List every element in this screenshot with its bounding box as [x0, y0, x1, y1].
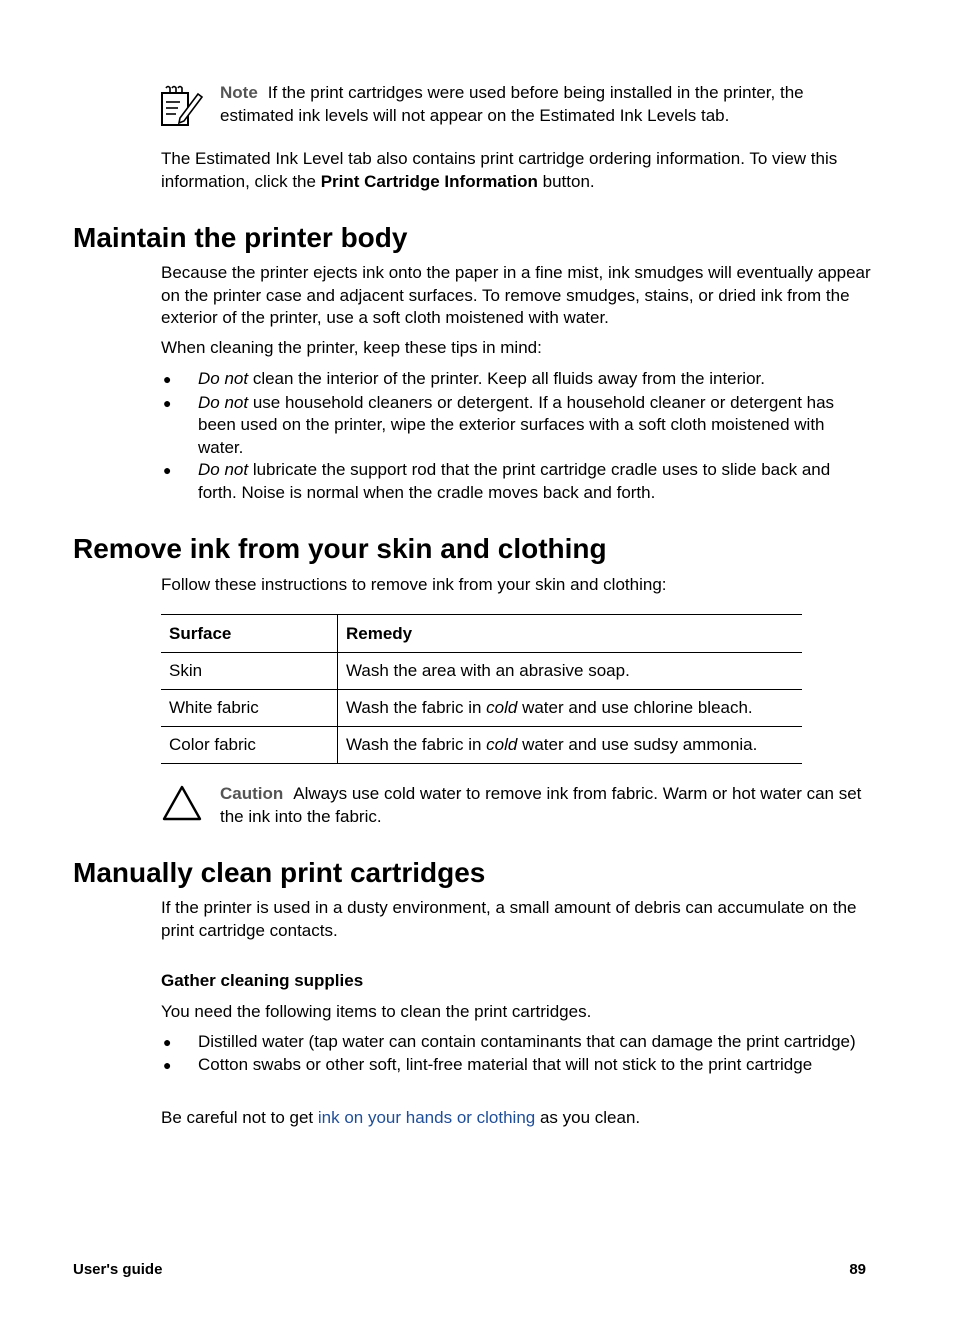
page-number: 89 [849, 1261, 866, 1278]
careful-paragraph [161, 1107, 871, 1130]
remedy-text: Wash the fabric in [346, 735, 487, 754]
column-header-remedy: Remedy [338, 615, 803, 653]
remedy-cell [338, 690, 803, 727]
bullet: ● [163, 394, 172, 411]
list-item [161, 368, 871, 391]
careful-text: Be careful not to get [161, 1108, 318, 1127]
heading-remove-ink: Remove ink from your skin and clothing [73, 533, 607, 564]
footer-guide-title: User's guide [73, 1261, 163, 1278]
remedy-table [161, 614, 802, 764]
remedy-text: Wash the area with an abrasive soap. [346, 661, 630, 680]
remedy-cell [338, 727, 803, 764]
intro-text: The Estimated Ink Level tab also contains print cartridge ordering information. To view this information, click the [161, 149, 838, 191]
remedy-text-end: water and use sudsy ammonia. [517, 735, 758, 754]
caution-body: Always use cold water to remove ink from fabric. Warm or hot water can set the ink into the fabric. [220, 784, 862, 826]
emphasis: cold [486, 698, 518, 717]
list-item [161, 459, 871, 504]
maintain-tips-list [161, 368, 871, 504]
table-row [161, 653, 802, 690]
emphasis: cold [486, 735, 518, 754]
remedy-cell [338, 653, 803, 690]
list-item [161, 392, 871, 460]
note-icon [158, 84, 204, 128]
list-item-text: lubricate the support rod that the print cartridge cradle uses to slide back and forth. Noise is normal when the cradle moves back and forth. [198, 460, 831, 502]
remove-ink-intro: Follow these instructions to remove ink from your skin and clothing: [161, 575, 667, 594]
bullet: ● [163, 371, 172, 387]
remedy-text-end: water and use chlorine bleach. [517, 698, 753, 717]
note-text [220, 82, 870, 127]
heading-manually-clean: Manually clean print cartridges [73, 857, 486, 888]
list-item-text: use household cleaners or detergent. If a household cleaner or detergent has been used on the printer, wipe the exterior surfaces with a soft cloth moistened with water. [198, 392, 835, 457]
note-label: Note [220, 83, 258, 102]
list-item-text: Cotton swabs or other soft, lint-free material that will not stick to the print cartridge [198, 1054, 813, 1074]
bullet: ● [163, 462, 172, 478]
list-item [161, 1054, 871, 1077]
emphasis: Do not [198, 369, 249, 388]
caution-label: Caution [220, 784, 284, 803]
emphasis: Do not [198, 392, 249, 412]
bullet: ● [163, 1034, 172, 1050]
list-item-text: Distilled water (tap water can contain contaminants that can damage the print cartridge) [198, 1032, 856, 1051]
supplies-intro: You need the following items to clean the print cartridges. [161, 1002, 592, 1021]
table-row [161, 690, 802, 727]
table-row [161, 727, 802, 764]
surface-cell: White fabric [161, 690, 338, 727]
careful-text-end: as you clean. [535, 1108, 641, 1127]
caution-text [220, 783, 870, 828]
clean-paragraph: If the printer is used in a dusty environment, a small amount of debris can accumulate on the print cartridge contacts. [161, 898, 857, 940]
bullet: ● [163, 1056, 172, 1073]
ink-on-hands-link[interactable]: ink on your hands or clothing [317, 1108, 536, 1127]
supplies-list [161, 1031, 871, 1076]
note-body: If the print cartridges were used before being installed in the printer, the estimated ink levels will not appear on the Estimated Ink Levels tab. [220, 83, 804, 125]
column-header-surface: Surface [161, 615, 338, 653]
print-cartridge-information-ref: Print Cartridge Information [320, 171, 538, 191]
list-item-text: clean the interior of the printer. Keep all fluids away from the interior. [248, 369, 765, 388]
remedy-text: Wash the fabric in [346, 698, 487, 717]
emphasis: Do not [198, 460, 249, 479]
maintain-paragraph: Because the printer ejects ink onto the paper in a fine mist, ink smudges will eventually appear on the printer case and adjacent surfaces. To remove smudges, stains, or dried ink from the exterior of the printer, use a soft cloth moistened with water. [161, 263, 871, 327]
surface-cell: Color fabric [161, 727, 338, 764]
heading-maintain: Maintain the printer body [73, 222, 408, 253]
table-header-row [161, 615, 802, 653]
list-item [161, 1031, 871, 1054]
intro-paragraph [161, 148, 871, 193]
surface-cell: Skin [161, 653, 338, 690]
subheading-gather-supplies: Gather cleaning supplies [161, 971, 364, 990]
maintain-tips-intro: When cleaning the printer, keep these tips in mind: [161, 338, 542, 357]
caution-icon [162, 785, 202, 821]
intro-text-end: button. [537, 171, 595, 191]
